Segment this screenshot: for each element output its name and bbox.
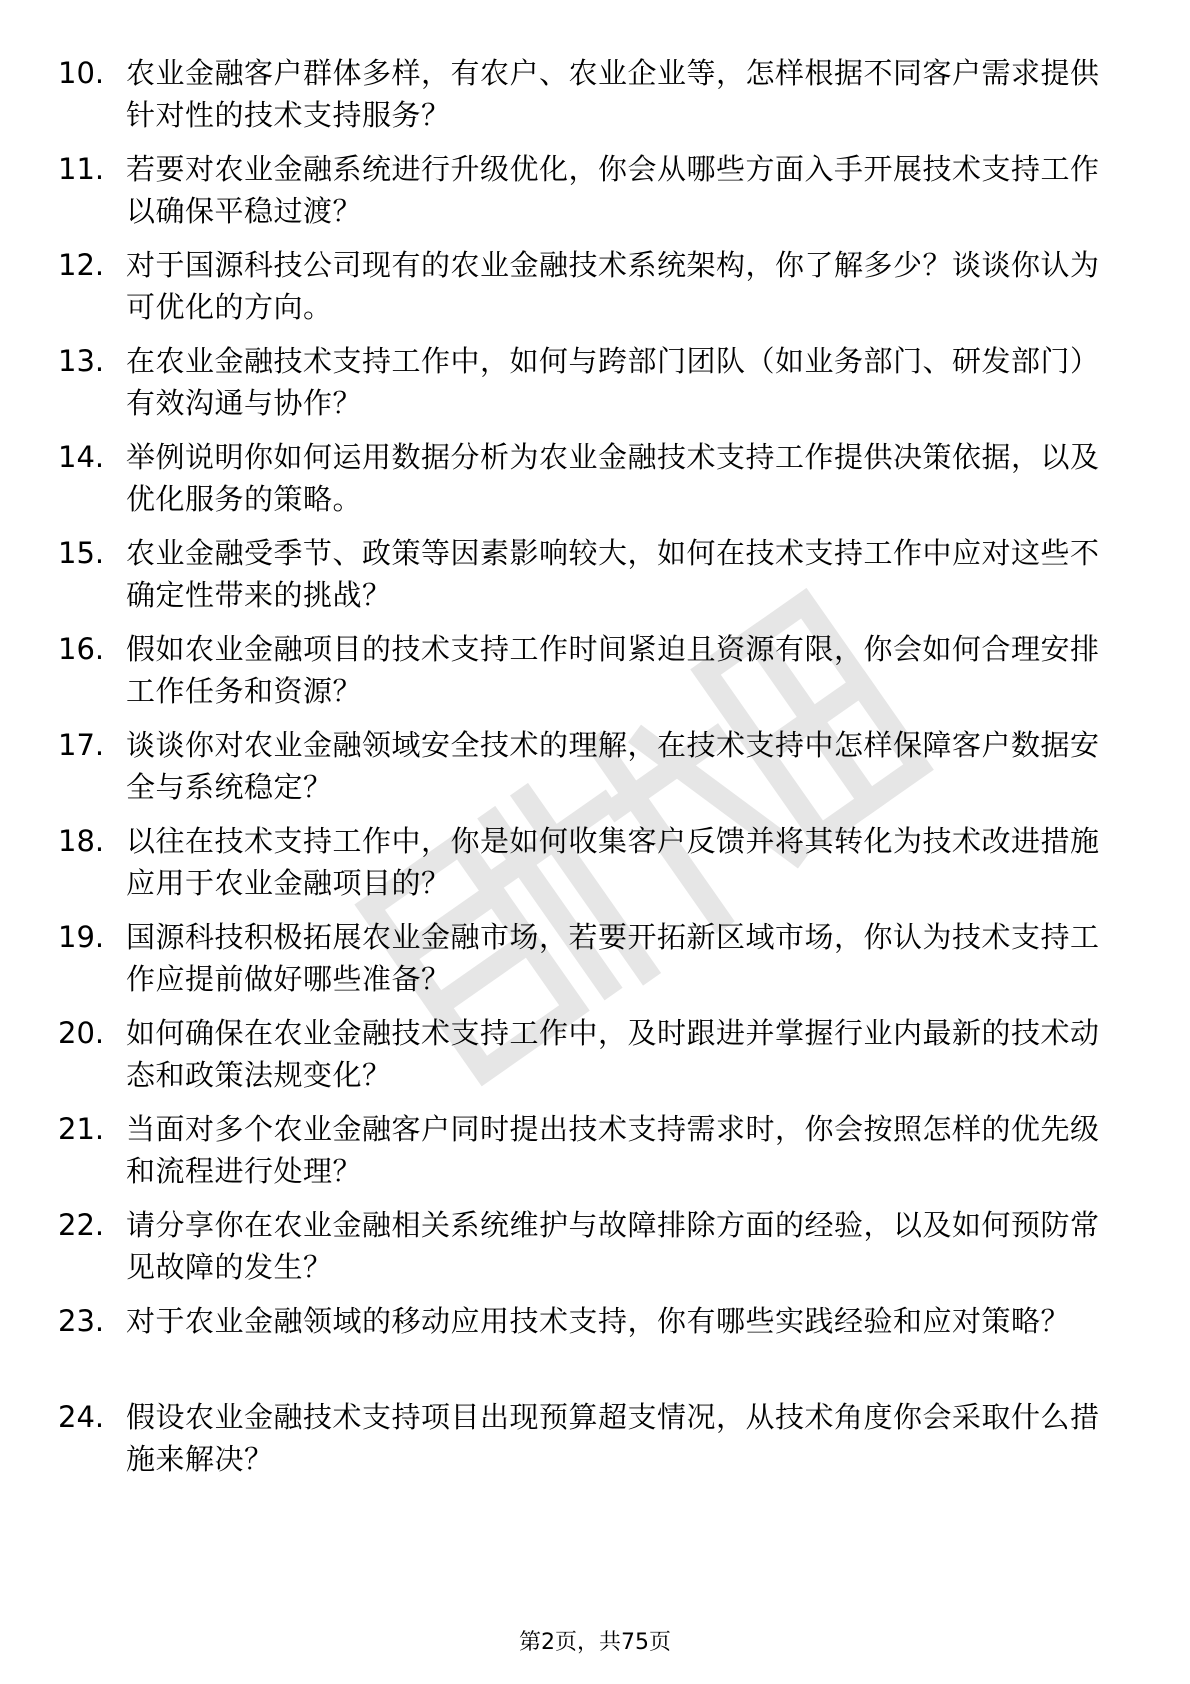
question-item [58,244,1118,340]
question-number: 16. [58,632,105,666]
question-item [58,724,1118,820]
question-text: 以往在技术支持工作中，你是如何收集客户反馈并将其转化为技术改进措施应用于农业金融项目的？ [126,824,1100,900]
question-number: 17. [58,728,105,762]
question-list [58,52,1118,1492]
question-text: 假设农业金融技术支持项目出现预算超支情况，从技术角度你会采取什么措施来解决？ [126,1400,1100,1476]
question-text: 农业金融客户群体多样，有农户、农业企业等，怎样根据不同客户需求提供针对性的技术支持服务？ [126,56,1100,132]
question-item [58,628,1118,724]
question-item [58,1108,1118,1204]
question-number: 20. [58,1016,105,1050]
question-item [58,1012,1118,1108]
question-item [58,148,1118,244]
question-text: 举例说明你如何运用数据分析为农业金融技术支持工作提供决策依据，以及优化服务的策略。 [126,440,1100,516]
question-text: 对于国源科技公司现有的农业金融技术系统架构，你了解多少？谈谈你认为可优化的方向。 [126,248,1100,324]
question-item [58,52,1118,148]
question-item [58,916,1118,1012]
question-item [58,340,1118,436]
question-number: 11. [58,152,105,186]
question-text: 对于农业金融领域的移动应用技术支持，你有哪些实践经验和应对策略？ [126,1304,1071,1338]
question-text: 如何确保在农业金融技术支持工作中，及时跟进并掌握行业内最新的技术动态和政策法规变化？ [126,1016,1100,1092]
question-text: 当面对多个农业金融客户同时提出技术支持需求时，你会按照怎样的优先级和流程进行处理？ [126,1112,1100,1188]
question-number: 21. [58,1112,105,1146]
question-item [58,1204,1118,1300]
question-item [58,1300,1118,1396]
question-number: 19. [58,920,105,954]
page-footer [0,1628,1190,1658]
question-item [58,436,1118,532]
question-number: 24. [58,1400,105,1434]
question-item [58,532,1118,628]
question-text: 在农业金融技术支持工作中，如何与跨部门团队（如业务部门、研发部门）有效沟通与协作？ [126,344,1100,420]
question-number: 23. [58,1304,105,1338]
question-item [58,1396,1118,1492]
page-number-label: 第2页，共75页 [519,1630,671,1655]
question-number: 14. [58,440,105,474]
question-number: 12. [58,248,105,282]
question-number: 15. [58,536,105,570]
question-item [58,820,1118,916]
question-number: 10. [58,56,105,90]
question-text: 假如农业金融项目的技术支持工作时间紧迫且资源有限，你会如何合理安排工作任务和资源？ [126,632,1100,708]
question-number: 18. [58,824,105,858]
question-text: 若要对农业金融系统进行升级优化，你会从哪些方面入手开展技术支持工作以确保平稳过渡？ [126,152,1100,228]
question-number: 13. [58,344,105,378]
question-number: 22. [58,1208,105,1242]
question-text: 谈谈你对农业金融领域安全技术的理解，在技术支持中怎样保障客户数据安全与系统稳定？ [126,728,1100,804]
question-text: 国源科技积极拓展农业金融市场，若要开拓新区域市场，你认为技术支持工作应提前做好哪些准备？ [126,920,1100,996]
question-text: 请分享你在农业金融相关系统维护与故障排除方面的经验，以及如何预防常见故障的发生？ [126,1208,1100,1284]
question-text: 农业金融受季节、政策等因素影响较大，如何在技术支持工作中应对这些不确定性带来的挑战？ [126,536,1100,612]
